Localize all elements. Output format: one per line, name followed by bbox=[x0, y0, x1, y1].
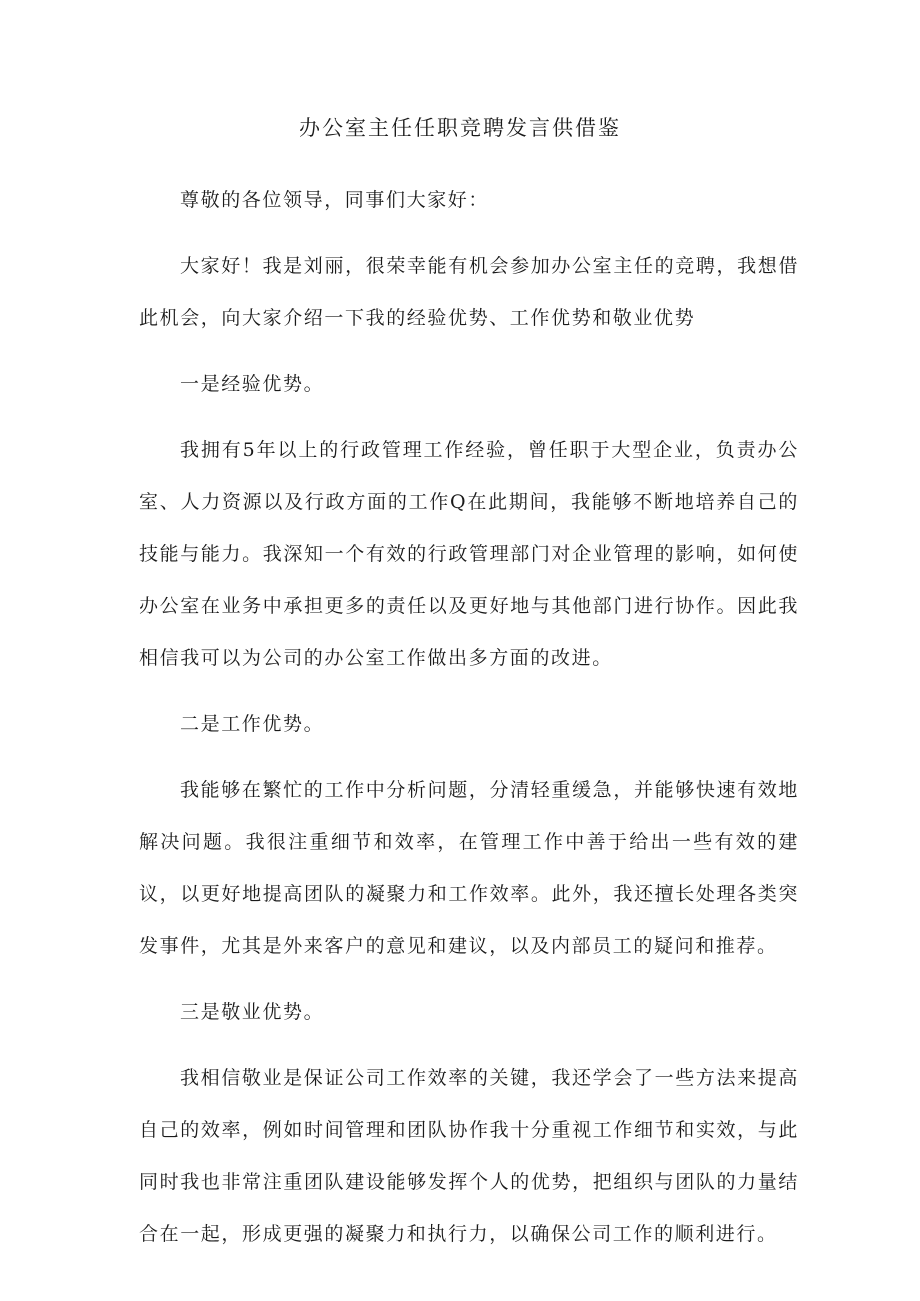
heading-experience: 一是经验优势。 bbox=[180, 373, 325, 395]
paragraph-greeting: 尊敬的各位领导，同事们大家好： bbox=[180, 189, 490, 211]
heading-dedication: 三是敬业优势。 bbox=[180, 1001, 325, 1023]
heading-work: 二是工作优势。 bbox=[180, 713, 325, 735]
paragraph-introduction: 大家好！我是刘丽，很荣幸能有机会参加办公室主任的竞聘，我想借此机会，向大家介绍一下我的经验优势、工作优势和敬业优势 bbox=[139, 255, 799, 329]
document-body bbox=[139, 174, 799, 1260]
paragraph-experience: 我拥有5年以上的行政管理工作经验，曾任职于大型企业，负责办公室、人力资源以及行政方面的工作Q在此期间，我能够不断地培养自己的技能与能力。我深知一个有效的行政管理部门对企业管理的影响，如何使办公室在业务中承担更多的责任以及更好地与其他部门进行协作。因此我相信我可以为公司的办公室工作做出多方面的改进。 bbox=[139, 439, 799, 669]
document-title: 办公室主任任职竞聘发言供借鉴 bbox=[299, 116, 621, 140]
paragraph-dedication: 我相信敬业是保证公司工作效率的关键，我还学会了一些方法来提高自己的效率，例如时间管理和团队协作我十分重视工作细节和实效，与此同时我也非常注重团队建设能够发挥个人的优势，把组织与团队的力量结合在一起，形成更强的凝聚力和执行力，以确保公司工作的顺利进行。 bbox=[139, 1067, 799, 1245]
paragraph-work: 我能够在繁忙的工作中分析问题，分清轻重缓急，并能够快速有效地解决问题。我很注重细节和效率，在管理工作中善于给出一些有效的建议，以更好地提高团队的凝聚力和工作效率。此外，我还擅长处理各类突发事件，尤其是外来客户的意见和建议，以及内部员工的疑问和推荐。 bbox=[139, 779, 799, 957]
